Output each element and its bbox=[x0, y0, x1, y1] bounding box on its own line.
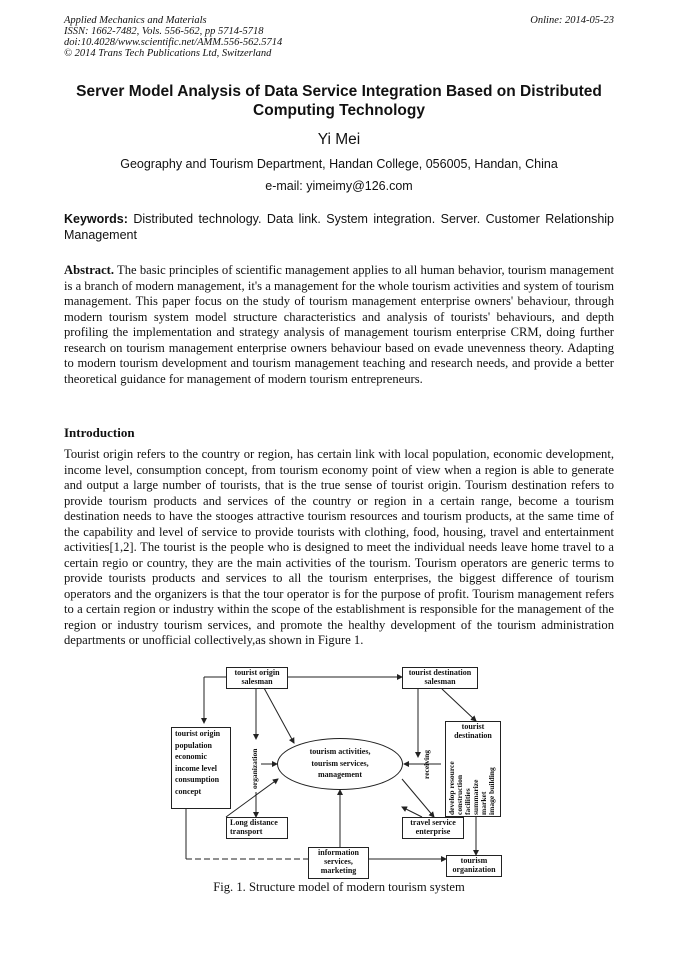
info-services-line-1: information bbox=[318, 848, 359, 857]
abstract bbox=[64, 263, 614, 387]
origin-salesman-line-2: salesman bbox=[241, 677, 273, 686]
tourism-org-line-2: organization bbox=[452, 865, 496, 874]
abstract-text: The basic principles of scientific management applies to all human behavior, tourism management is a branch of modern management, it's a management for the whole tourism activities and system of tourism management. This paper focus on the study of tourism management enterprise owners' behaviour, through modern tourism system model structure characteristics and analysis of tourists' behaviours, and depth profiling the implementation and strategy analysis of management tourism enterprise CRM, doing further research on tourism management enterprise owners behaviour based on evade unevenness theory. Adapting to modern tourism development and tourism management teaching and research needs, and provide a better theoretical guidance for management of modern tourism entrepreneurs. bbox=[64, 263, 615, 386]
tourist-origin-box bbox=[171, 727, 231, 809]
doi: doi:10.4028/www.scientific.net/AMM.556-562.5714 bbox=[64, 37, 283, 48]
travel-service-line-2: enterprise bbox=[415, 827, 451, 836]
destination-item: image building bbox=[487, 767, 496, 815]
center-line-3: management bbox=[318, 770, 362, 779]
author-name: Yi Mei bbox=[317, 131, 361, 148]
abstract-label: Abstract. bbox=[64, 263, 115, 277]
tourist-origin-item: income level bbox=[175, 763, 217, 773]
tourism-activities-ellipse bbox=[277, 738, 403, 790]
section-heading-introduction: Introduction bbox=[64, 425, 135, 440]
long-distance-transport-box bbox=[226, 817, 288, 839]
tourist-origin-item: population bbox=[175, 740, 212, 750]
center-line-1: tourism activities, bbox=[309, 747, 371, 756]
dest-salesman-line-2: salesman bbox=[424, 677, 456, 686]
introduction-text: Tourist origin refers to the country or region, has certain link with local population, economic development, income level, consumption concept, from tourism economy point of view when a region is able to generate and output a large number of tourists, that is the true sense of tourist origin. Tourism destination refers to provide tourism products and services of the country or region in a certain range, become a tourism destination needs to have the stooges attractive tourism resources and tourism products, at the same time of the capability and level of service to provide tourists with clothing, food, housing, travel and entertainment activities[1,2]. The tourist is the people who is designed to meet the individual needs leave home travel to a certain regio or country, they are the main activities of the tourism. Tourism operators are generic terms to provide tourists products and services to all the tourism enterprises, the biggest difference of tourism operators and the organizers is that the tour operator is for the purpose of profit. Tourism management refers to a certain region or industry within the scope of the establishment is responsible for the management of the region or industry tourism services, and promote the healthy development of the tourism administration departments or unofficial collectively,as shown in Figure 1. bbox=[64, 447, 614, 647]
center-line-2: tourism services, bbox=[311, 758, 369, 768]
destination-item: construction bbox=[455, 775, 464, 815]
tourism-organization-box bbox=[446, 855, 502, 877]
paper-title: Server Model Analysis of Data Service Integration Based on Distributed Computing Technology bbox=[76, 83, 602, 119]
author-email: e-mail: yimeimy@126.com bbox=[265, 179, 413, 193]
organization-label: organization bbox=[250, 748, 259, 789]
info-services-line-2: services, bbox=[324, 857, 353, 866]
dest-salesman-line-1: tourist destination bbox=[408, 668, 472, 677]
online-date: Online: 2014-05-23 bbox=[530, 15, 614, 26]
journal-header bbox=[64, 15, 282, 59]
destination-item: market bbox=[479, 791, 488, 815]
tourist-destination-title-2: destination bbox=[454, 731, 492, 740]
tourism-org-line-1: tourism bbox=[460, 856, 488, 865]
travel-service-line-1: travel service bbox=[410, 818, 456, 827]
tourist-origin-item: economic bbox=[175, 752, 207, 761]
issn: ISSN: 1662-7482, Vols. 556-562, pp 5714-5718 bbox=[64, 26, 264, 37]
tourist-origin-title: tourist origin bbox=[175, 729, 221, 738]
tourist-origin-salesman-box bbox=[226, 667, 288, 689]
destination-item: develop resource bbox=[447, 761, 456, 815]
destination-item: facilities bbox=[463, 788, 472, 815]
destination-item: summarize bbox=[471, 779, 480, 815]
long-distance-line-2: transport bbox=[230, 827, 263, 836]
tourist-destination-title-1: tourist bbox=[461, 722, 485, 731]
affiliation: Geography and Tourism Department, Handan College, 056005, Handan, China bbox=[120, 157, 558, 171]
keywords bbox=[64, 212, 614, 243]
long-distance-line-1: Long distance bbox=[230, 818, 278, 827]
travel-service-enterprise-box bbox=[402, 817, 464, 839]
information-services-box bbox=[308, 847, 369, 879]
copyright: © 2014 Trans Tech Publications Ltd, Switzerland bbox=[64, 48, 272, 59]
tourist-destination-salesman-box bbox=[402, 667, 478, 689]
figure-1-diagram bbox=[166, 667, 510, 879]
journal-name: Applied Mechanics and Materials bbox=[64, 15, 207, 26]
origin-salesman-line-1: tourist origin bbox=[234, 668, 280, 677]
tourist-origin-item: consumption concept bbox=[175, 775, 220, 796]
keywords-label: Keywords: bbox=[64, 212, 128, 226]
keywords-text: Distributed technology. Data link. System integration. Server. Customer Relationship Management bbox=[64, 212, 614, 242]
figure-1-caption: Fig. 1. Structure model of modern tourism system bbox=[213, 880, 465, 894]
info-services-line-3: marketing bbox=[320, 866, 357, 875]
receiving-label: receiving bbox=[422, 749, 431, 779]
